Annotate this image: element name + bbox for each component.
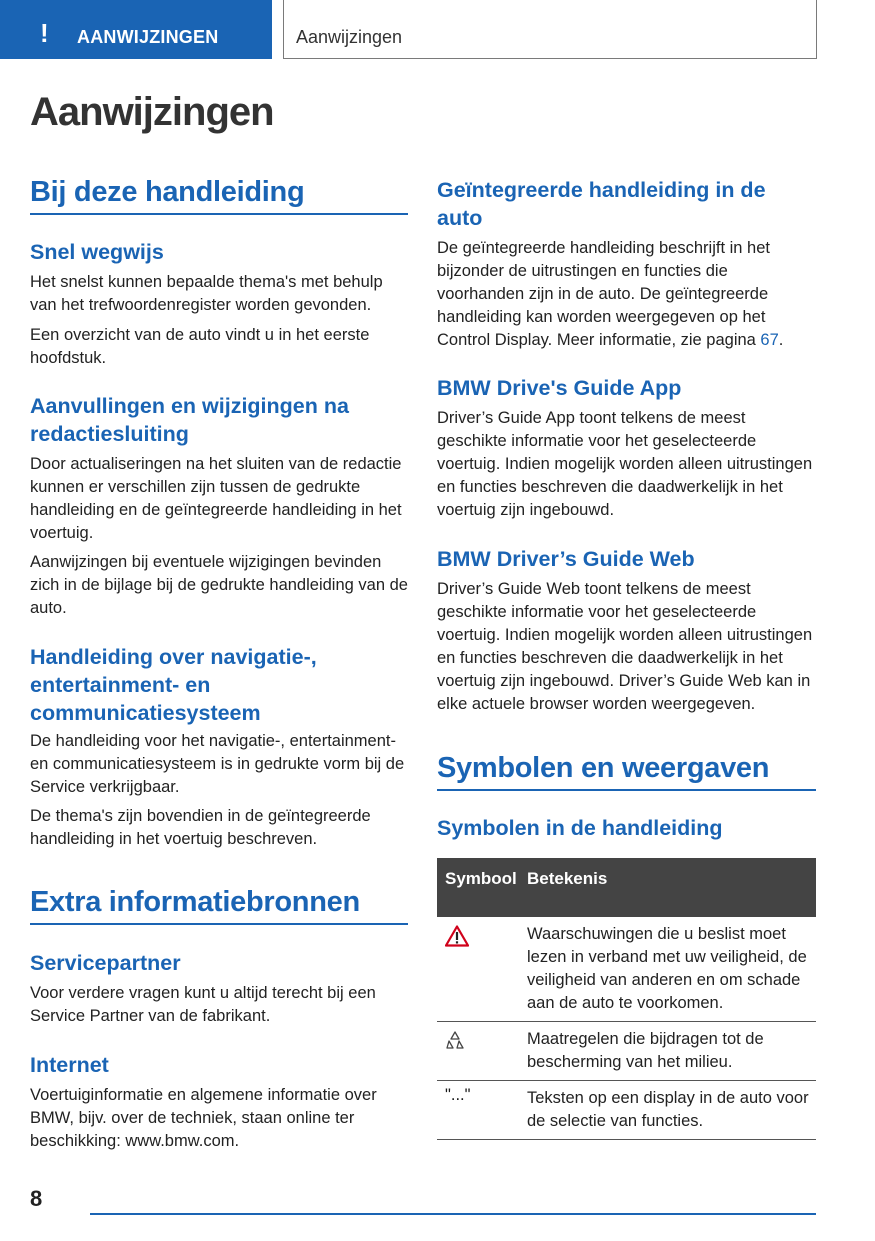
supplements-paragraph-2: Aanwijzingen bij eventuele wijzigingen bevinden zich in de bijlage bij de gedrukte handleiding van de auto. [30,553,408,617]
drivers-guide-web-paragraph: Driver’s Guide Web toont telkens de meest geschikte informatie voor het geselecteerde voertuig. Indien mogelijk worden alleen uitrustingen en functies beschreven die daadwerkelijk in het voertuig zijn ingebouwd. Driver’s Guide Web kan in elke actuele browser worden weergegeven. [437,580,813,713]
integrated-text: De geïntegreerde handleiding beschrijft in het bijzonder de uitrustingen en functies die voorhanden zijn in de auto. De geïntegreerde handleiding kan worden weergegeven op het Control Display. Meer informatie, zie pagina [437,239,770,349]
heading-rule [30,923,408,925]
recycle-icon [445,1030,465,1055]
heading-integrated-manual: Geïntegreerde handleiding in de auto [437,178,766,230]
table-row-separator [437,1139,816,1140]
heading-manual: Bij deze handleiding [30,176,305,208]
servicepartner-paragraph: Voor verdere vragen kunt u altijd terecht bij een Service Partner van de fabrikant. [30,984,376,1025]
breadcrumb [283,0,817,59]
heading-servicepartner: Servicepartner [30,951,181,975]
heading-rule [30,213,408,215]
integrated-paragraph [437,237,816,352]
internet-paragraph: Voertuiginformatie en algemene informatie over BMW, bijv. over de techniek, staan online ter beschikking: www.bmw.com. [30,1086,377,1150]
heading-symbols: Symbolen en weergaven [437,752,770,784]
heading-navigation-manual: Handleiding over navigatie-, entertainment- en communicatiesysteem [30,645,317,725]
symbols-table-header [437,858,816,917]
column-header-symbol: Symbool [445,869,517,888]
quick-paragraph-2: Een overzicht van de auto vindt u in het eerste hoofdstuk. [30,326,370,367]
section-tab[interactable] [0,0,272,59]
warning-triangle-icon [445,925,469,952]
section-tab-label: AANWIJZINGEN [77,27,219,47]
table-row-meaning: Maatregelen die bijdragen tot de bescherming van het milieu. [527,1030,764,1071]
navigation-paragraph-1: De handleiding voor het navigatie-, entertainment- en communicatiesysteem is in gedrukte vorm bij de Service verkrijgbaar. [30,732,405,796]
section-marker-icon: ! [40,18,49,48]
footer-rule [90,1213,816,1215]
heading-supplements: Aanvullingen en wijzigingen na redactiesluiting [30,394,349,446]
supplements-paragraph-1: Door actualiseringen na het sluiten van de redactie kunnen er verschillen zijn tussen de gedrukte handleiding en de geïntegreerde handleiding in het voertuig. [30,455,402,542]
page-title: Aanwijzingen [30,90,274,134]
breadcrumb-label: Aanwijzingen [296,27,403,47]
quick-paragraph-1: Het snelst kunnen bepaalde thema's met behulp van het trefwoordenregister worden gevonden. [30,273,383,314]
heading-symbols-in-manual: Symbolen in de handleiding [437,816,723,840]
heading-drivers-guide-app: BMW Drive's Guide App [437,376,682,400]
heading-internet: Internet [30,1053,109,1077]
page-67-link[interactable]: 67 [760,331,779,349]
quote-symbol: "..." [445,1086,471,1104]
navigation-paragraph-2: De thema's zijn bovendien in de geïntegreerde handleiding in het voertuig beschreven. [30,807,371,848]
table-row-separator [437,1021,816,1022]
column-header-meaning: Betekenis [527,869,608,888]
page-number: 8 [30,1186,43,1211]
table-row-separator [437,1080,816,1081]
heading-extra-sources: Extra informatiebronnen [30,886,360,918]
heading-quick: Snel wegwijs [30,240,164,264]
heading-drivers-guide-web: BMW Driver’s Guide Web [437,547,695,571]
integrated-end: . [778,331,784,349]
drivers-guide-app-paragraph: Driver’s Guide App toont telkens de meest geschikte informatie voor het geselecteerde voertuig. Indien mogelijk worden alleen uitrustingen en functies beschreven die daadwerkelijk in het voertuig zijn ingebouwd. [437,409,813,519]
heading-rule [437,789,816,791]
table-row-meaning: Teksten op een display in de auto voor de selectie van functies. [527,1089,809,1130]
table-row-meaning: Waarschuwingen die u beslist moet lezen in verband met uw veiligheid, de veiligheid van anderen en om schade aan de auto te voorkomen. [527,925,807,1012]
